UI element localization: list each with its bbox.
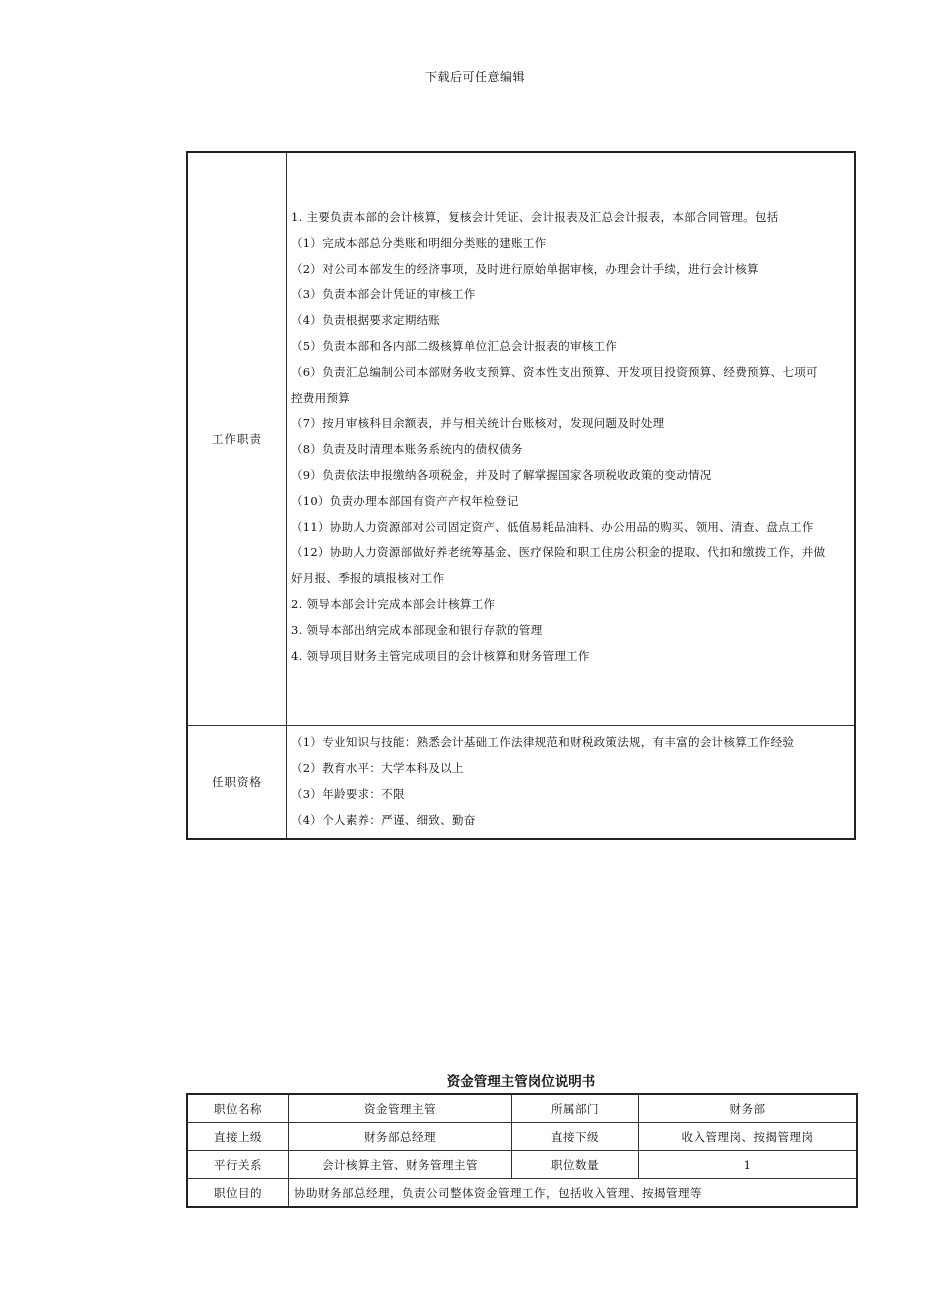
duty-line: （2）对公司本部发生的经济事项，及时进行原始单据审核，办理会计手续，进行会计核算 [291, 261, 759, 276]
quals-row [187, 726, 855, 840]
duty-line: （10）负责办理本部国有资产产权年检登记 [291, 493, 519, 508]
duties-label: 工作职责 [187, 152, 287, 726]
duty-line: （7）按月审核科目余额表，并与相关统计台账核对，发现问题及时处理 [291, 416, 665, 431]
duty-line: 3. 领导本部出纳完成本部现金和银行存款的管理 [291, 622, 543, 637]
label-direct-superior: 直接上级 [187, 1123, 289, 1151]
duty-line: 2. 领导本部会计完成本部会计核算工作 [291, 596, 496, 611]
info-row [187, 1094, 857, 1123]
value-direct-subordinate: 收入管理岗、按揭管理岗 [639, 1123, 858, 1151]
label-department: 所属部门 [512, 1094, 639, 1123]
value-direct-superior: 财务部总经理 [289, 1123, 512, 1151]
duties-table [186, 151, 856, 840]
duty-line: 控费用预算 [291, 390, 350, 405]
quals-label: 任职资格 [187, 726, 287, 840]
duty-line: （8）负责及时清理本账务系统内的债权债务 [291, 442, 523, 457]
qual-line: （4）个人素养：严谨、细致、勤奋 [291, 812, 476, 827]
label-direct-subordinate: 直接下级 [512, 1123, 639, 1151]
duties-content [287, 152, 856, 726]
value-position-name: 资金管理主管 [289, 1094, 512, 1123]
qual-line: （1）专业知识与技能：熟悉会计基础工作法律规范和财税政策法规，有丰富的会计核算工作经验 [291, 735, 795, 750]
label-position-count: 职位数量 [512, 1151, 639, 1179]
info-row [187, 1123, 857, 1151]
info-row [187, 1151, 857, 1179]
duties-row [187, 152, 855, 726]
position-info-table [186, 1093, 858, 1208]
document-title: 资金管理主管岗位说明书 [446, 1074, 596, 1090]
value-position-count: 1 [639, 1151, 858, 1179]
duty-line: （1）完成本部总分类账和明细分类账的建账工作 [291, 235, 547, 250]
qual-line: （3）年龄要求：不限 [291, 786, 405, 801]
duty-line: （6）负责汇总编制公司本部财务收支预算、资本性支出预算、开发项目投资预算、经费预算、七项可 [291, 364, 818, 379]
qual-line: （2）教育水平：大学本科及以上 [291, 761, 464, 776]
duty-line: 好月报、季报的填报核对工作 [291, 571, 445, 586]
label-position-name: 职位名称 [187, 1094, 289, 1123]
value-position-purpose: 协助财务部总经理，负责公司整体资金管理工作，包括收入管理、按揭管理等 [289, 1179, 858, 1208]
value-department: 财务部 [639, 1094, 858, 1123]
duty-line: 1. 主要负责本部的会计核算，复核会计凭证、会计报表及汇总会计报表，本部合同管理。包括 [291, 210, 779, 224]
value-parallel-relations: 会计核算主管、财务管理主管 [289, 1151, 512, 1179]
duty-line: （9）负责依法申报缴纳各项税金，并及时了解掌握国家各项税收政策的变动情况 [291, 467, 712, 482]
duty-line: （4）负责根据要求定期结账 [291, 313, 441, 328]
duty-line: （11）协助人力资源部对公司固定资产、低值易耗品油料、办公用品的购买、领用、清查、盘点工作 [291, 519, 814, 534]
duty-line: （3）负责本部会计凭证的审核工作 [291, 287, 476, 302]
duty-line: 4. 领导项目财务主管完成项目的会计核算和财务管理工作 [291, 648, 590, 663]
header-note: 下载后可任意编辑 [424, 70, 525, 84]
quals-content [287, 726, 856, 840]
label-position-purpose: 职位目的 [187, 1179, 289, 1208]
label-parallel-relations: 平行关系 [187, 1151, 289, 1179]
duty-line: （5）负责本部和各内部二级核算单位汇总会计报表的审核工作 [291, 338, 618, 353]
duty-line: （12）协助人力资源部做好养老统筹基金、医疗保险和职工住房公积金的提取、代扣和缴拨工作，并做 [291, 545, 826, 560]
info-row [187, 1179, 857, 1208]
